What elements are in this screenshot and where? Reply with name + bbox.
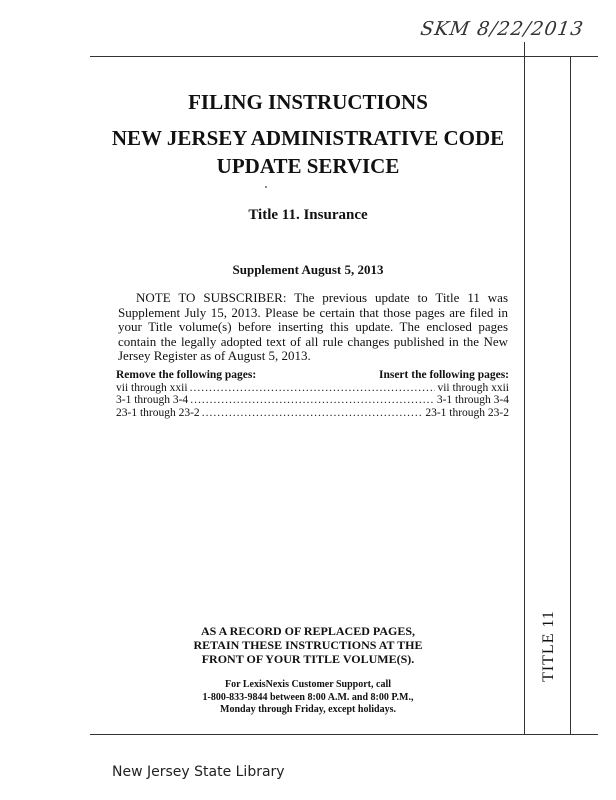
record-retention-notice: [108, 624, 508, 666]
document-subtitle: [108, 124, 508, 180]
page-table-header: [116, 369, 509, 382]
subtitle-line-2: UPDATE SERVICE: [216, 154, 400, 178]
page-replacement-table: [116, 369, 509, 419]
insert-pages-range: 23-1 through 23-2: [425, 406, 509, 419]
dot-leader: [190, 382, 436, 395]
subtitle-line-1: NEW JERSEY ADMINISTRATIVE CODE: [111, 126, 505, 150]
title-tab-label: TITLE 11: [540, 610, 557, 682]
table-row: [116, 407, 509, 420]
remove-pages-range: 3-1 through 3-4: [116, 394, 189, 406]
remove-pages-range: 23-1 through 23-2: [116, 406, 200, 419]
record-line-2: RETAIN THESE INSTRUCTIONS AT THE: [193, 638, 423, 652]
supplement-date: Supplement August 5, 2013: [232, 262, 384, 277]
customer-support-info: [108, 679, 508, 717]
support-line-3: Monday through Friday, except holidays.: [220, 704, 396, 715]
title-name: Title 11. Insurance: [248, 207, 368, 223]
support-line-1: For LexisNexis Customer Support, call: [224, 679, 391, 690]
page-frame-top-rule: [90, 56, 598, 57]
insert-pages-range: 3-1 through 3-4: [436, 394, 509, 406]
table-row: [116, 382, 509, 395]
library-stamp: New Jersey State Library: [112, 764, 285, 780]
support-line-2: 1-800-833-9844 between 8:00 A.M. and 8:00 P.M.,: [202, 691, 414, 703]
tab-divider-left-rule: [524, 42, 525, 734]
insert-pages-header: Insert the following pages:: [378, 369, 509, 381]
dot-leader: [190, 394, 435, 407]
handwritten-annotation: SKM 8/22/2013: [419, 18, 586, 40]
page-frame-bottom-rule: [90, 734, 598, 735]
record-line-3: FRONT OF YOUR TITLE VOLUME(S).: [201, 652, 415, 666]
record-line-1: AS A RECORD OF REPLACED PAGES,: [200, 624, 416, 638]
remove-pages-header: Remove the following pages:: [116, 369, 257, 381]
speck-mark: [265, 186, 267, 188]
document-title: FILING INSTRUCTIONS: [188, 90, 428, 114]
tab-divider-right-rule: [570, 56, 571, 734]
table-row: [116, 394, 509, 407]
insert-pages-range: vii through xxii: [437, 381, 509, 394]
dot-leader: [202, 407, 424, 420]
remove-pages-range: vii through xxii: [116, 381, 188, 394]
note-to-subscriber: NOTE TO SUBSCRIBER: The previous update to Title 11 was Supplement July 15, 2013. Please be certain that those pages are filed in your Title volume(s) before inserting this update. The enclosed pages contain the legally adopted text of all rule changes published in the New Jersey Register as of August 5, 2013.: [118, 290, 508, 363]
